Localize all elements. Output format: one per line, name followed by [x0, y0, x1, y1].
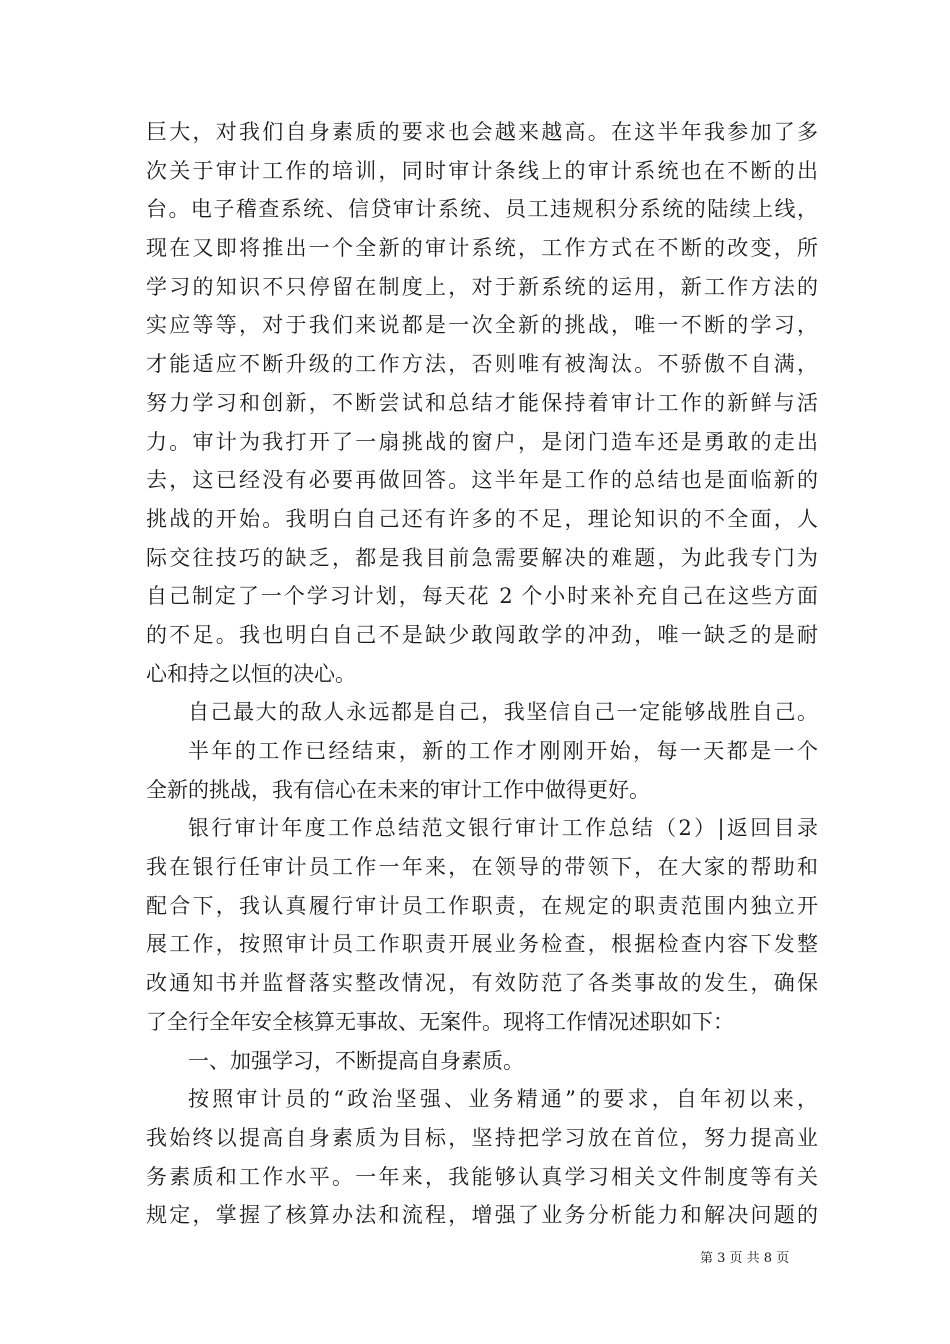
- text-line: 全新的挑战，我有信心在未来的审计工作中做得更好。: [146, 777, 650, 802]
- text-line: 自己制定了一个学习计划，每天花 2 个小时来补充自己在这些方面: [146, 584, 818, 609]
- text-line: 学习的知识不只停留在制度上，对于新系统的运用，新工作方法的: [146, 274, 818, 299]
- text-line: 巨大，对我们自身素质的要求也会越来越高。在这半年我参加了多: [146, 120, 818, 144]
- text-line: 次关于审计工作的培训，同时审计条线上的审计系统也在不断的出: [146, 158, 818, 183]
- text-line: 改通知书并监督落实整改情况，有效防范了各类事故的发生，确保: [146, 971, 818, 996]
- text-line: 才能适应不断升级的工作方法，否则唯有被淘汰。不骄傲不自满，: [146, 352, 818, 377]
- text-line: 努力学习和创新，不断尝试和总结才能保持着审计工作的新鲜与活: [146, 390, 818, 415]
- text-line: 务素质和工作水平。一年来，我能够认真学习相关文件制度等有关: [146, 1164, 818, 1189]
- text-line: 我在银行任审计员工作一年来，在领导的带领下，在大家的帮助和: [146, 855, 818, 880]
- text-line: 自己最大的敌人永远都是自己，我坚信自己一定能够战胜自己。: [188, 700, 818, 725]
- text-line: 我始终以提高自身素质为目标，坚持把学习放在首位，努力提高业: [146, 1125, 818, 1150]
- page-number-footer: 第 3 页 共 8 页: [700, 1251, 790, 1266]
- text-line: 展工作，按照审计员工作职责开展业务检查，根据检查内容下发整: [146, 932, 818, 957]
- text-line: 际交往技巧的缺乏，都是我目前急需要解决的难题，为此我专门为: [146, 545, 818, 570]
- text-line: 一、加强学习，不断提高自身素质。: [188, 1048, 524, 1073]
- text-line: 配合下，我认真履行审计员工作职责，在规定的职责范围内独立开: [146, 893, 818, 918]
- text-line: 去，这已经没有必要再做回答。这半年是工作的总结也是面临新的: [146, 468, 818, 493]
- document-body: [146, 113, 818, 1235]
- text-line: 规定，掌握了核算办法和流程，增强了业务分析能力和解决问题的: [146, 1203, 818, 1228]
- text-line: 实应等等，对于我们来说都是一次全新的挑战，唯一不断的学习，: [146, 313, 818, 338]
- text-line: 了全行全年安全核算无事故、无案件。现将工作情况述职如下：: [146, 1009, 734, 1034]
- text-line: 按照审计员的“政治坚强、业务精通”的要求，自年初以来，: [188, 1087, 818, 1112]
- text-line: 挑战的开始。我明白自己还有许多的不足，理论知识的不全面，人: [146, 506, 818, 531]
- text-line: 半年的工作已经结束，新的工作才刚刚开始，每一天都是一个: [188, 739, 818, 763]
- text-line: 银行审计年度工作总结范文银行审计工作总结（2）|返回目录: [188, 816, 818, 841]
- text-line: 心和持之以恒的决心。: [146, 661, 356, 686]
- text-line: 现在又即将推出一个全新的审计系统，工作方式在不断的改变，所: [146, 236, 818, 261]
- text-line: 的不足。我也明白自己不是缺少敢闯敢学的冲劲，唯一缺乏的是耐: [146, 622, 818, 647]
- text-line: 力。审计为我打开了一扇挑战的窗户，是闭门造车还是勇敢的走出: [146, 429, 818, 454]
- text-line: 台。电子稽查系统、信贷审计系统、员工违规积分系统的陆续上线，: [146, 197, 818, 222]
